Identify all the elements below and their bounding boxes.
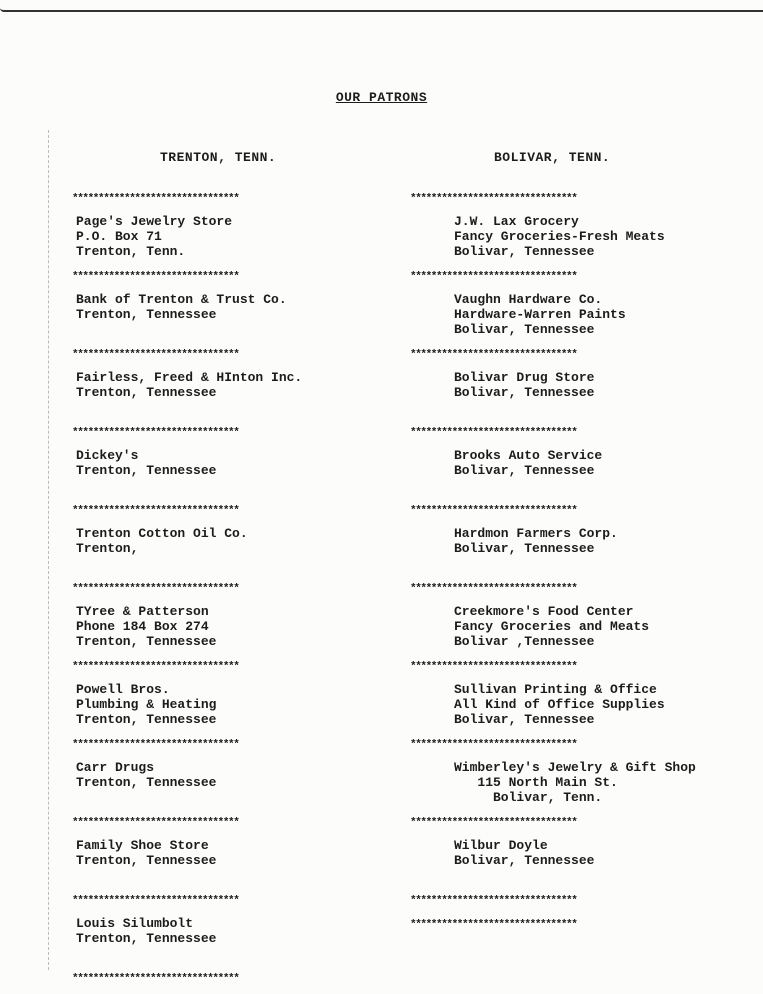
patron-entry-line: Sullivan Printing & Office xyxy=(454,682,657,697)
patron-entry xyxy=(410,292,720,340)
patron-entry-line: Louis Silumbolt xyxy=(76,916,194,931)
patron-entry-line: Powell Bros. xyxy=(76,682,170,697)
star-divider: ******************************** xyxy=(410,193,577,205)
star-divider: ******************************** xyxy=(72,973,239,985)
star-divider: ******************************** xyxy=(72,895,239,907)
column-heading-bolivar: BOLIVAR, TENN. xyxy=(494,150,611,165)
patron-entry-line: Bolivar, Tennessee xyxy=(454,853,595,868)
patron-entry-line: Bolivar, Tennessee xyxy=(454,541,595,556)
patron-entry-line: Trenton, Tennessee xyxy=(76,634,217,649)
star-divider: ******************************** xyxy=(72,583,239,595)
patron-entry-line: Trenton Cotton Oil Co. xyxy=(76,526,248,541)
patron-entry-line: Page's Jewelry Store xyxy=(76,214,233,229)
star-divider: ******************************** xyxy=(72,739,239,751)
page-top-edge xyxy=(0,0,763,12)
star-divider: ******************************** xyxy=(72,661,239,673)
star-divider: ******************************** xyxy=(72,427,239,439)
patron-entry-line: Bolivar ,Tennessee xyxy=(454,634,595,649)
patron-entry-line: All Kind of Office Supplies xyxy=(454,697,665,712)
patron-entry xyxy=(72,214,392,262)
patron-entry-line: TYree & Patterson xyxy=(76,604,209,619)
patron-entry-line: Vaughn Hardware Co. xyxy=(454,292,603,307)
column-heading-trenton: TRENTON, TENN. xyxy=(160,150,277,165)
star-divider: ******************************** xyxy=(410,583,577,595)
trenton-column xyxy=(72,148,392,994)
patron-entry xyxy=(72,916,392,964)
patron-entry-line: Plumbing & Heating xyxy=(76,697,217,712)
patron-entry xyxy=(410,682,720,730)
patron-entry-line: Family Shoe Store xyxy=(76,838,209,853)
patron-entry-line: Bolivar, Tennessee xyxy=(454,322,595,337)
star-divider: ******************************** xyxy=(410,349,577,361)
patron-entry xyxy=(410,604,720,652)
star-divider: ******************************** xyxy=(410,817,577,829)
patron-entry-line: Bolivar, Tennessee xyxy=(454,463,595,478)
page-title: OUR PATRONS xyxy=(335,90,428,105)
patron-entry-line: Phone 184 Box 274 xyxy=(76,619,209,634)
patron-entry xyxy=(72,682,392,730)
patron-entry xyxy=(410,526,720,574)
patron-entry-line: Trenton, Tenn. xyxy=(76,244,186,259)
patron-entry-line: Dickey's xyxy=(76,448,139,463)
patron-entry-line: Brooks Auto Service xyxy=(454,448,603,463)
patron-entry-line: Bolivar, Tenn. xyxy=(454,790,603,805)
patron-entry-line: Creekmore's Food Center xyxy=(454,604,634,619)
patron-entry xyxy=(410,448,720,496)
patron-entry-line: Hardmon Farmers Corp. xyxy=(454,526,618,541)
patron-entry-line: Trenton, Tennessee xyxy=(76,385,217,400)
patron-entry-line: Trenton, xyxy=(76,541,139,556)
patron-entry xyxy=(72,604,392,652)
patron-entry xyxy=(410,370,720,418)
bolivar-column xyxy=(410,148,720,940)
patron-entry xyxy=(72,838,392,886)
star-divider: ******************************** xyxy=(72,817,239,829)
patron-entry-line: Trenton, Tennessee xyxy=(76,853,217,868)
star-divider: ******************************** xyxy=(72,505,239,517)
patron-entry-line: Bank of Trenton & Trust Co. xyxy=(76,292,287,307)
star-divider: ******************************** xyxy=(72,193,239,205)
star-divider: ******************************** xyxy=(72,271,239,283)
patron-entry-line: J.W. Lax Grocery xyxy=(454,214,579,229)
patron-entry-line: Trenton, Tennessee xyxy=(76,775,217,790)
patron-entry-line: Fairless, Freed & HInton Inc. xyxy=(76,370,303,385)
patron-entry xyxy=(72,448,392,496)
bolivar-patron-list xyxy=(410,190,720,934)
patron-entry-line: Carr Drugs xyxy=(76,760,155,775)
patron-entry-line: Trenton, Tennessee xyxy=(76,712,217,727)
patron-entry xyxy=(410,760,720,808)
patron-entry-line: Bolivar Drug Store xyxy=(454,370,595,385)
patron-entry-line: Bolivar, Tennessee xyxy=(454,244,595,259)
patron-entry-line: Wilbur Doyle xyxy=(454,838,548,853)
patron-entry xyxy=(410,214,720,262)
patron-entry xyxy=(410,838,720,886)
patron-entry-line: Hardware-Warren Paints xyxy=(454,307,626,322)
patron-entry-line: Fancy Groceries and Meats xyxy=(454,619,650,634)
margin-mark xyxy=(48,130,50,970)
patron-entry-line: Trenton, Tennessee xyxy=(76,931,217,946)
patron-entry-line: P.O. Box 71 xyxy=(76,229,162,244)
star-divider: ******************************** xyxy=(410,271,577,283)
patron-entry-line: Fancy Groceries-Fresh Meats xyxy=(454,229,665,244)
star-divider: ******************************** xyxy=(410,919,577,931)
patron-entry xyxy=(72,292,392,340)
patron-entry xyxy=(72,526,392,574)
patron-entry-line: Bolivar, Tennessee xyxy=(454,385,595,400)
patron-entry-line: 115 North Main St. xyxy=(454,775,618,790)
patron-entry-line: Trenton, Tennessee xyxy=(76,463,217,478)
star-divider: ******************************** xyxy=(410,505,577,517)
trenton-patron-list xyxy=(72,190,392,988)
patron-entry-line: Bolivar, Tennessee xyxy=(454,712,595,727)
star-divider: ******************************** xyxy=(410,895,577,907)
star-divider: ******************************** xyxy=(410,427,577,439)
patron-entry xyxy=(72,760,392,808)
star-divider: ******************************** xyxy=(410,661,577,673)
patron-entry-line: Trenton, Tennessee xyxy=(76,307,217,322)
patron-entry-line: Wimberley's Jewelry & Gift Shop xyxy=(454,760,696,775)
patron-entry xyxy=(72,370,392,418)
star-divider: ******************************** xyxy=(72,349,239,361)
star-divider: ******************************** xyxy=(410,739,577,751)
